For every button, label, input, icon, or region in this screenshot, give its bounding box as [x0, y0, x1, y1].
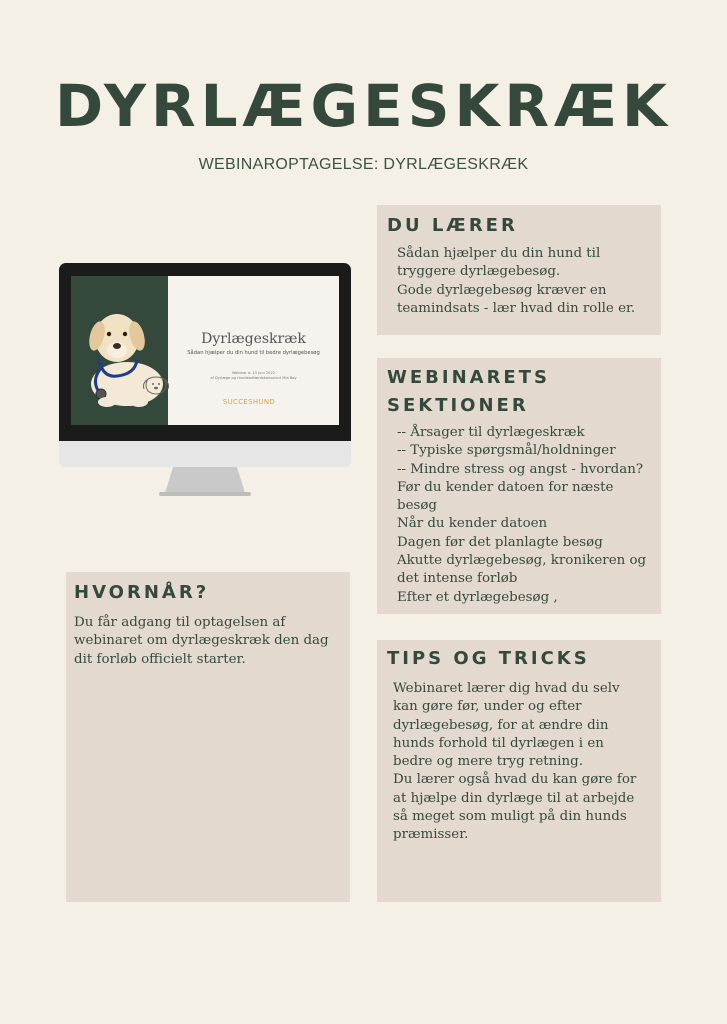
card-tips-og-tricks — [377, 640, 661, 902]
page-subtitle: WEBINAROPTAGELSE: DYRLÆGESKRÆK — [198, 156, 529, 173]
card-heading: DU LÆRER — [387, 215, 518, 236]
monitor-bezel — [59, 263, 351, 441]
card-hvornaar — [66, 572, 350, 902]
slide-meta: Webinar d. 15 juni 2022 af Dyrlæge og Hundeadfærdskonsulent Mia Bay — [210, 371, 297, 380]
slide-subtitle: Sådan hjælper du din hund til bedre dyrlægebesøg — [187, 350, 320, 356]
card-heading: TIPS OG TRICKS — [387, 648, 590, 669]
card-body: Sådan hjælper du din hund til tryggere dyrlægebesøg. Gode dyrlægebesøg kræver en teamindsats - lær hvad din rolle er. — [397, 246, 636, 316]
slide-title: Dyrlægeskræk — [201, 331, 306, 347]
dog-face-logo-icon — [136, 375, 176, 399]
monitor-chin — [59, 441, 351, 467]
monitor-stand — [155, 467, 255, 497]
card-du-laerer — [377, 205, 661, 335]
brand-wordmark: SUCCESHUND — [222, 398, 276, 406]
card-heading: HVORNÅR? — [74, 582, 210, 603]
card-heading: WEBINARETS SEKTIONER — [387, 367, 550, 416]
page-title: DYRLÆGESKRÆK — [55, 72, 672, 140]
card-webinarets-sektioner — [377, 358, 661, 614]
webinar-slide — [71, 276, 339, 425]
card-body: -- Årsager til dyrlægeskræk -- Typiske spørgsmål/holdninger -- Mindre stress og angst - hvordan? Før du kender datoen for næste besøg Når du kender datoen Dagen før det planlagte besøg Akutte dyrlægebesøg, kronikeren og det intense forløb Efter et dyrlægebesøg , — [397, 425, 647, 605]
card-body: Webinaret lærer dig hvad du selv kan gøre før, under og efter dyrlægebesøg, for at ændre din hunds forhold til dyrlægen i en bedre og mere tryg retning. Du lærer også hvad du kan gøre for at hjælpe din dyrlæge til at arbejde så meget som muligt på din hunds præmisser. — [393, 681, 637, 843]
card-body: Du får adgang til optagelsen af webinaret om dyrlægeskræk den dag dit forløb officielt starter. — [74, 615, 329, 667]
monitor-mockup — [59, 263, 351, 498]
